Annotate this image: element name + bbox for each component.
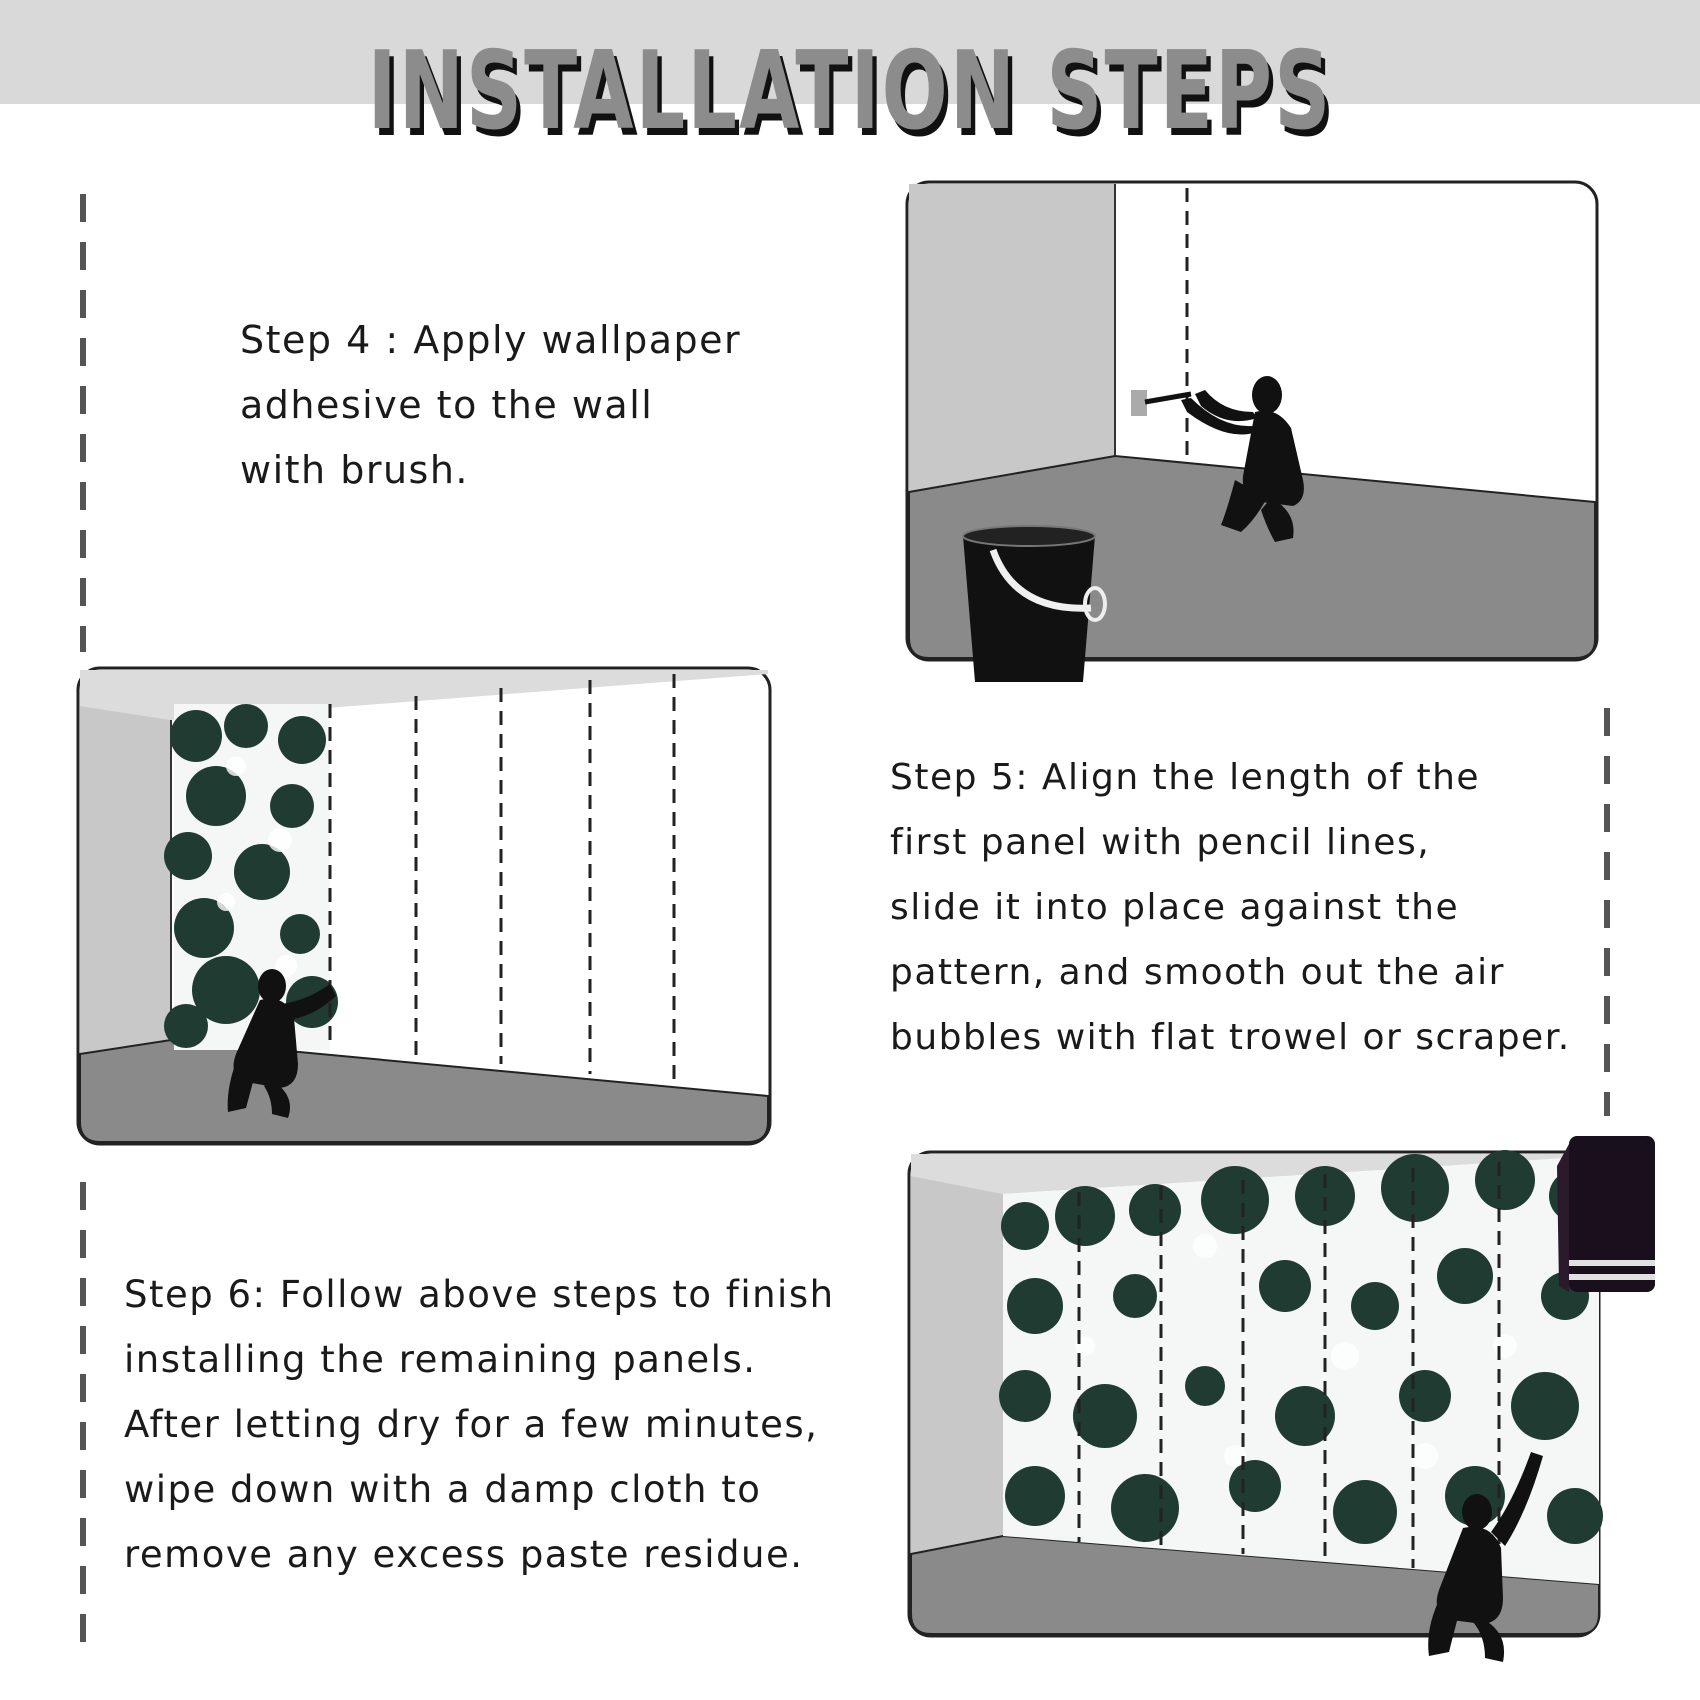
brush-icon: [1131, 390, 1147, 416]
step-4-line-3: with brush.: [240, 448, 469, 492]
step-6-line-1: Step 6: Follow above steps to finish: [124, 1273, 835, 1316]
step-6-line-2: installing the remaining panels.: [124, 1338, 757, 1381]
illustration-finished-panels: [905, 1136, 1665, 1676]
step-5-line-5: bubbles with flat trowel or scraper.: [890, 1017, 1571, 1058]
bucket-icon: [963, 526, 1105, 682]
illustration-apply-adhesive: [905, 180, 1625, 690]
step-6-line-5: remove any excess paste residue.: [124, 1533, 804, 1576]
step-5-line-3: slide it into place against the: [890, 887, 1460, 928]
step-6-line-4: wipe down with a damp cloth to: [124, 1468, 762, 1511]
step-5-line-2: first panel with pencil lines,: [890, 822, 1431, 863]
page-title: INSTALLATION STEPS: [367, 29, 1333, 154]
step-4-instructions: [240, 308, 741, 503]
step-5-line-4: pattern, and smooth out the air: [890, 952, 1505, 993]
side-wall: [80, 706, 171, 1054]
step-4-line-1: Step 4 : Apply wallpaper: [240, 318, 742, 362]
dashed-rule-left-top: [80, 194, 86, 652]
step-4-line-2: adhesive to the wall: [240, 383, 654, 427]
step-5-instructions: [890, 745, 1571, 1070]
step-6-instructions: [124, 1262, 835, 1587]
illustration-align-first-panel: [76, 666, 776, 1152]
side-wall: [911, 1176, 1003, 1554]
side-wall: [909, 184, 1115, 492]
dashed-rule-right: [1604, 708, 1610, 1116]
dashed-rule-left-bottom: [80, 1182, 86, 1642]
step-6-line-3: After letting dry for a few minutes,: [124, 1403, 819, 1446]
cloth-icon: [1557, 1136, 1655, 1292]
step-5-line-1: Step 5: Align the length of the: [890, 757, 1481, 798]
